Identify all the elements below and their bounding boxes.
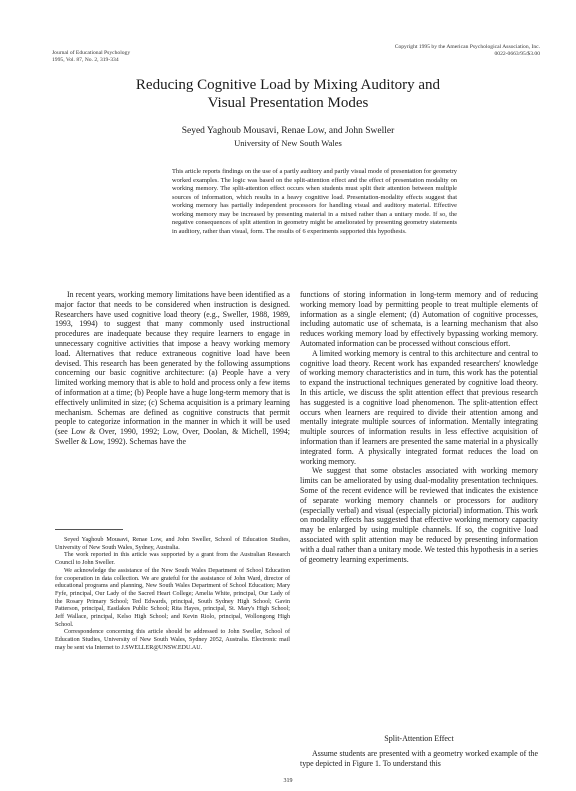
body-paragraph: functions of storing information in long-term memory and of reducing working memory load by permitting people to treat multiple elements of information as a single element; (d) Automation of cognitive processes, including automatic use of schemata, is a learning mechanism that also reduces working memory load by effectively bypassing working memory. Automated information can be processed without conscious effort.: [300, 290, 538, 348]
title-line-2: Visual Presentation Modes: [207, 95, 369, 111]
section-heading: Split-Attention Effect: [384, 734, 454, 743]
title-line-1: Reducing Cognitive Load by Mixing Auditory and: [135, 77, 441, 93]
body-paragraph: Assume students are presented with a geometry worked example of the type depicted in Figure 1. To understand this: [300, 749, 538, 768]
journal-citation: [52, 50, 130, 63]
journal-volume: 1995, Vol. 87, No. 2, 319-334: [52, 56, 119, 63]
footnote: Seyed Yaghoub Mousavi, Renae Low, and John Sweller, School of Education Studies, University of New South Wales, Sydney, Australia.: [55, 537, 290, 551]
body-paragraph: A limited working memory is central to this architecture and central to cognitive load theory. Recent work has expanded researchers' knowledge of working memory characteristics and in turn, this work has the potential to expand the instructional techniques generated by cognitive load theory. In this article, we discuss the split attention effect that previous research has suggested is a cognitive load phenomenon. The split-attention effect occurs when learners are required to divide their attention among and mentally integrate multiple sources of information. Mentally integrating multiple sources of information results in less effective acquisition of information than if learners are presented the same material in a physically integrated form. A physically integrated format reduces the load on working memory.: [300, 348, 538, 466]
footnote: We acknowledge the assistance of the New South Wales Department of School Education for cooperation in data collection. We are grateful for the assistance of John Ward, director of educational programs and planning, New South Wales Department of School Education; Mary Fyfe, principal, Our Lady of the Sacred Heart College; Amelia White, principal, Our Lady of the Rosary Primary School; Ted Edwards, principal, South Sydney High School; Gavin Patterson, principal, Eastlakes Public School; Rita Hayes, principal, St. Mary's High School; Jeff Wallace, principal, Kelso High School; and Kevin Riolo, principal, Wollongong High School.: [55, 567, 290, 628]
body-paragraph: We suggest that some obstacles associated with working memory limits can be ameliorated by using dual-modality presentation techniques. Some of the recent evidence will be reviewed that indicates the existence of separate working memory channels or processors for auditory (especially verbal) and visual (especially pictorial) information. This work on modality effects has suggested that effective working memory capacity may be enlarged by using multiple channels. If so, the cognitive load associated with split attention may be reduced by presenting information with a dual rather than a unitary mode. We tested this hypothesis in a series of geometry learning experiments.: [300, 466, 538, 564]
footnote-divider: [55, 529, 123, 530]
page-number: 319: [283, 778, 293, 784]
body-column-left: [55, 290, 290, 447]
price-line: 0022-0663/95/$3.00: [494, 50, 540, 57]
copyright-notice: [395, 44, 540, 57]
author-note-footnotes: [55, 537, 290, 653]
author-affiliation: University of New South Wales: [234, 138, 342, 148]
section-body: [300, 749, 538, 769]
journal-name: Journal of Educational Psychology: [52, 50, 131, 56]
abstract: This article reports findings on the use of a partly auditory and partly visual mode of presentation for geometry worked examples. The logic was based on the split-attention effect and the effect of presentation modality on working memory. The split-attention effect occurs when students must split their attention between multiple sources of information, which results in a heavy cognitive load. Presentation-modality effects suggest that working memory has partially independent processors for handling visual and auditory material. Effective working memory may be increased by presenting material in a mixed rather than a unitary mode. If so, the negative consequences of split attention in geometry might be ameliorated by presenting geometry statements in auditory, rather than visual, form. The results of 6 experiments supported this hypothesis.: [172, 168, 457, 235]
footnote: Correspondence concerning this article should be addressed to John Sweller, School of Education Studies, University of New South Wales, Sydney 2052, Australia. Electronic mail may be sent via Internet to J.SWELLER@UNSW.EDU.AU.: [55, 629, 290, 651]
body-paragraph: In recent years, working memory limitations have been identified as a major factor that needs to be considered when instruction is designed. Researchers have used cognitive load theory (e.g., Sweller, 1988, 1989, 1993, 1994) to suggest that many commonly used instructional procedures are inadequate because they require learners to engage in unnecessary cognitive activities that impose a heavy working memory load. Alternatives that reduce extraneous cognitive load have been devised. This research has been generated by the following assumptions concerning our basic cognitive architecture: (a) People have a very limited working memory that is able to hold and process only a few items of information at a time; (b) People have a huge long-term memory that is effectively unlimited in size; (c) Schema acquisition is a primary learning mechanism. Schemas are defined as cognitive constructs that permit people to categorize information in the manner in which it will be used (see Low & Over, 1990, 1992; Low, Over, Doolan, & Michell, 1994; Sweller & Low, 1992). Schemas have the: [55, 290, 290, 446]
body-column-right: [300, 290, 538, 564]
author-list: Seyed Yaghoub Mousavi, Renae Low, and John Sweller: [181, 126, 395, 136]
footnote: The work reported in this article was supported by a grant from the Australian Research Council to John Sweller.: [55, 552, 290, 567]
copyright-line: Copyright 1995 by the American Psychological Association, Inc.: [394, 44, 540, 50]
article-title: [60, 76, 516, 112]
